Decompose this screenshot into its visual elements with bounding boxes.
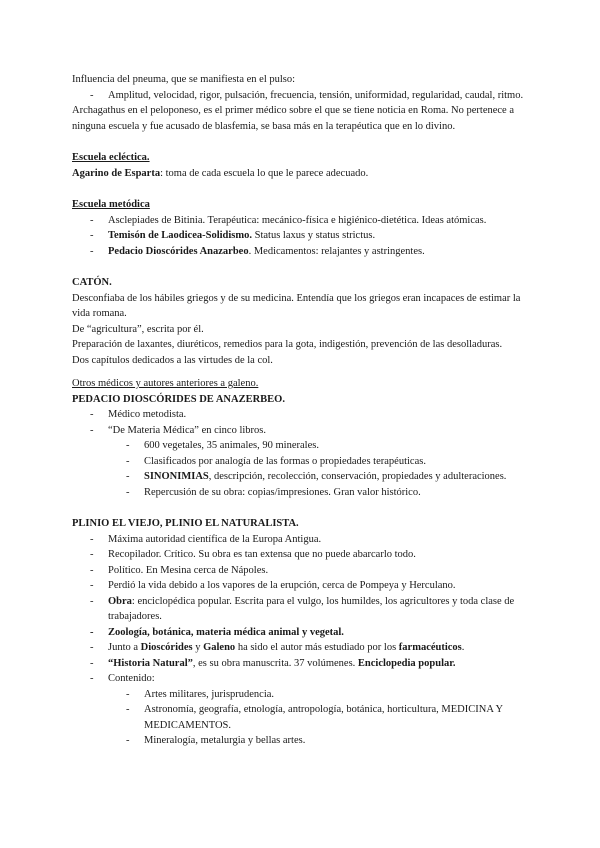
- sub-list-item: - Clasificados por analogía de las formas o propiedades terapéuticas.: [72, 454, 528, 470]
- dioscorides-list: [72, 407, 528, 500]
- archagathus-paragraph: Archagathus en el peloponeso, es el primer médico sobre el que se tiene noticia en Roma. No pertenece a ninguna escuela y fue acusado de blasfemia, se basa más en la terapéutica que en lo divino.: [72, 105, 514, 132]
- caton-line: Desconfiaba de los hábiles griegos y de su medicina. Entendía que los griegos eran incapaces de estimar la vida romana.: [72, 292, 521, 319]
- list-item: - Recopilador. Crítico. Su obra es tan extensa que no puede abarcarlo todo.: [72, 547, 528, 563]
- caton-line: Dos capítulos dedicados a las virtudes de la col.: [72, 354, 273, 366]
- sub-list-item: - Mineralogía, metalurgia y bellas artes.: [72, 733, 528, 749]
- list-item: - “De Materia Médica” en cinco libros.: [72, 423, 528, 439]
- agarino-name: Agarino de Esparta: [72, 167, 161, 179]
- subsection-heading-otros: Otros médicos y autores anteriores a galeno.: [72, 378, 259, 389]
- section-heading-caton: CATÓN.: [72, 277, 112, 288]
- agarino-line: [72, 166, 528, 182]
- list-item: - Médico metodista.: [72, 407, 528, 423]
- list-item: - Temisón de Laodicea-Solidismo. Status laxus y status strictus.: [72, 228, 528, 244]
- list-item: - Perdió la vida debido a los vapores de la erupción, cerca de Pompeya y Herculano.: [72, 578, 528, 594]
- document-page: [72, 72, 528, 749]
- sub-list-item: - Repercusión de su obra: copias/impresiones. Gran valor histórico.: [72, 485, 528, 501]
- section-heading-eclectica: Escuela ecléctica.: [72, 152, 150, 163]
- list-item: - Pedacio Dioscórides Anazarbeo. Medicamentos: relajantes y astringentes.: [72, 244, 528, 260]
- sub-list-item: - SINONIMIAS, descripción, recolección, conservación, propiedades y adulteraciones.: [72, 469, 528, 485]
- list-item: - Máxima autoridad científica de la Europa Antigua.: [72, 532, 528, 548]
- agarino-text: : toma de cada escuela lo que le parece adecuado.: [160, 167, 369, 179]
- caton-line: Preparación de laxantes, diuréticos, remedios para la gota, indigestión, prevención de las desolladuras.: [72, 339, 503, 350]
- section-heading-plinio: PLINIO EL VIEJO, PLINIO EL NATURALISTA.: [72, 518, 299, 529]
- section-heading-dioscorides: PEDACIO DIOSCÓRIDES DE ANAZERBEO.: [72, 393, 285, 405]
- sub-list-item: - 600 vegetales, 35 animales, 90 minerales.: [72, 438, 528, 454]
- list-item: - Zoología, botánica, materia médica animal y vegetal.: [72, 625, 528, 641]
- list-item: - Junto a Dioscórides y Galeno ha sido el autor más estudiado por los farmacéuticos.: [72, 640, 528, 656]
- plinio-list: [72, 532, 528, 749]
- sub-list-item: - Astronomía, geografía, etnología, antropología, botánica, horticultura, MEDICINA Y MEDICAMENTOS.: [72, 702, 528, 733]
- pneuma-line: Influencia del pneuma, que se manifiesta en el pulso:: [72, 74, 296, 85]
- list-item: - Político. En Mesina cerca de Nápoles.: [72, 563, 528, 579]
- list-item: - Asclepiades de Bitinia. Terapéutica: mecánico-física e higiénico-dietética. Ideas atómicas.: [72, 213, 528, 229]
- caton-line: De “agricultura”, escrita por él.: [72, 323, 204, 335]
- list-item: - “Historia Natural”, es su obra manuscrita. 37 volúmenes. Enciclopedia popular.: [72, 656, 528, 672]
- sub-list-item: - Artes militares, jurisprudencia.: [72, 687, 528, 703]
- metodica-list: [72, 213, 528, 260]
- list-item: - Contenido:: [72, 671, 528, 687]
- list-item: - Obra: enciclopédica popular. Escrita para el vulgo, los humildes, los agricultores y toda clase de trabajadores.: [72, 594, 528, 625]
- list-item: - Amplitud, velocidad, rigor, pulsación, frecuencia, tensión, uniformidad, regularidad, caudal, ritmo.: [72, 88, 528, 104]
- pulse-list: [72, 88, 528, 104]
- section-heading-metodica: Escuela metódica: [72, 199, 150, 210]
